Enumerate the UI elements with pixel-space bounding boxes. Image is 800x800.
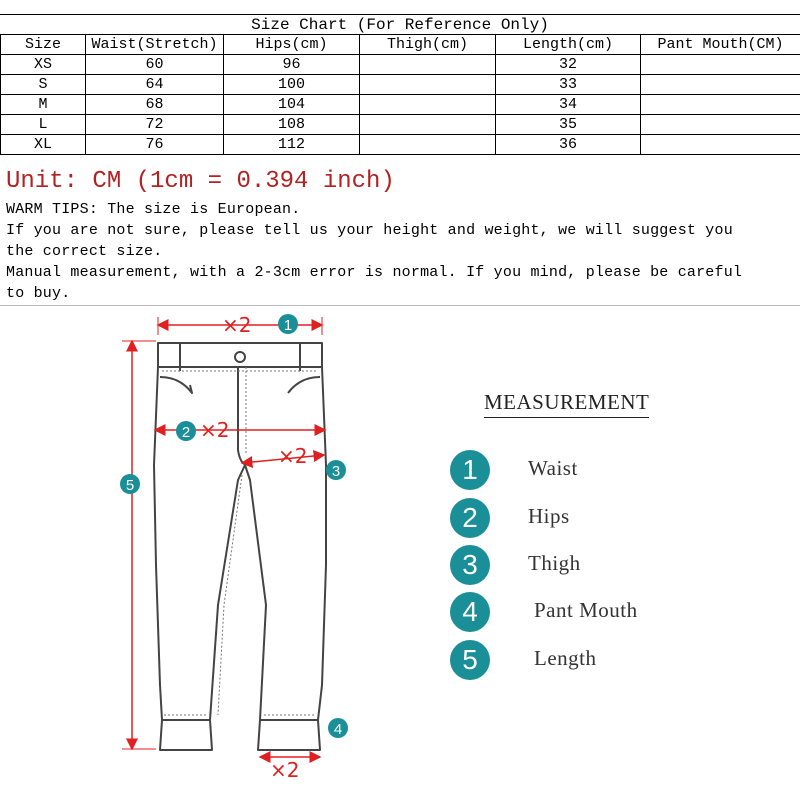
- cell-hips: 108: [224, 115, 360, 135]
- cell-size: M: [1, 95, 86, 115]
- header-thigh: Thigh(cm): [360, 35, 496, 55]
- number-4-icon: 4: [450, 592, 490, 632]
- table-row: [1, 115, 800, 135]
- svg-text:2: 2: [181, 424, 191, 441]
- svg-text:3: 3: [331, 463, 341, 480]
- cell-length: 34: [496, 95, 641, 115]
- pants-stitching: [162, 367, 318, 715]
- cell-waist: 76: [86, 135, 224, 155]
- tip-line: If you are not sure, please tell us your height and weight, we will suggest you: [6, 222, 733, 239]
- table-row: [1, 95, 800, 115]
- size-chart-title: Size Chart (For Reference Only): [0, 14, 800, 35]
- cell-waist: 72: [86, 115, 224, 135]
- cell-thigh: [360, 115, 496, 135]
- cell-length: 36: [496, 135, 641, 155]
- legend-item-hips: [450, 498, 740, 540]
- svg-text:4: 4: [333, 721, 343, 738]
- cell-thigh: [360, 75, 496, 95]
- cell-pant-mouth: [641, 95, 800, 115]
- legend-label: Pant Mouth: [534, 598, 638, 622]
- tip-line: Manual measurement, with a 2-3cm error is normal. If you mind, please be careful: [6, 264, 743, 281]
- cell-hips: 112: [224, 135, 360, 155]
- cell-hips: 100: [224, 75, 360, 95]
- svg-text:1: 1: [283, 317, 293, 334]
- cell-waist: 64: [86, 75, 224, 95]
- header-size: Size: [1, 35, 86, 55]
- table-header-row: [1, 35, 800, 55]
- table-row: [1, 55, 800, 75]
- cell-thigh: [360, 135, 496, 155]
- cell-pant-mouth: [641, 55, 800, 75]
- cell-hips: 96: [224, 55, 360, 75]
- table-row: [1, 135, 800, 155]
- legend-label: Waist: [528, 456, 578, 480]
- number-3-icon: 3: [450, 545, 490, 585]
- legend-label: Hips: [528, 504, 570, 528]
- header-waist: Waist(Stretch): [86, 35, 224, 55]
- cell-thigh: [360, 55, 496, 75]
- size-chart-table: [0, 34, 800, 155]
- legend-label: Thigh: [528, 551, 581, 575]
- legend-item-thigh: [450, 545, 740, 587]
- legend-item-pant-mouth: [450, 592, 740, 634]
- header-hips: Hips(cm): [224, 35, 360, 55]
- cell-size: S: [1, 75, 86, 95]
- tip-line: to buy.: [6, 285, 71, 302]
- header-pant-mouth: Pant Mouth(CM): [641, 35, 800, 55]
- tips-block: [6, 199, 796, 304]
- measurement-legend: [440, 390, 740, 690]
- pants-diagram: [100, 305, 380, 785]
- cell-waist: 68: [86, 95, 224, 115]
- cell-size: L: [1, 115, 86, 135]
- cell-length: 32: [496, 55, 641, 75]
- number-2-icon: 2: [450, 498, 490, 538]
- tip-line: the correct size.: [6, 243, 163, 260]
- header-length: Length(cm): [496, 35, 641, 55]
- times-two-label: ×2: [278, 444, 308, 468]
- unit-note: Unit: CM (1cm = 0.394 inch): [6, 168, 395, 195]
- cell-thigh: [360, 95, 496, 115]
- button-icon: [235, 352, 245, 362]
- legend-item-waist: [450, 450, 740, 492]
- cell-length: 35: [496, 115, 641, 135]
- table-row: [1, 75, 800, 95]
- cell-size: XS: [1, 55, 86, 75]
- cell-pant-mouth: [641, 75, 800, 95]
- legend-heading: MEASUREMENT: [484, 390, 649, 418]
- times-two-label: ×2: [200, 418, 230, 442]
- tip-line: WARM TIPS: The size is European.: [6, 201, 301, 218]
- pants-outline: [154, 343, 326, 750]
- legend-item-length: [450, 640, 740, 682]
- cell-size: XL: [1, 135, 86, 155]
- cell-pant-mouth: [641, 135, 800, 155]
- svg-text:5: 5: [125, 477, 135, 494]
- times-two-label: ×2: [222, 313, 252, 337]
- number-1-icon: 1: [450, 450, 490, 490]
- cell-waist: 60: [86, 55, 224, 75]
- cell-length: 33: [496, 75, 641, 95]
- times-two-label: ×2: [270, 758, 300, 782]
- cell-hips: 104: [224, 95, 360, 115]
- number-5-icon: 5: [450, 640, 490, 680]
- cell-pant-mouth: [641, 115, 800, 135]
- legend-label: Length: [534, 646, 597, 670]
